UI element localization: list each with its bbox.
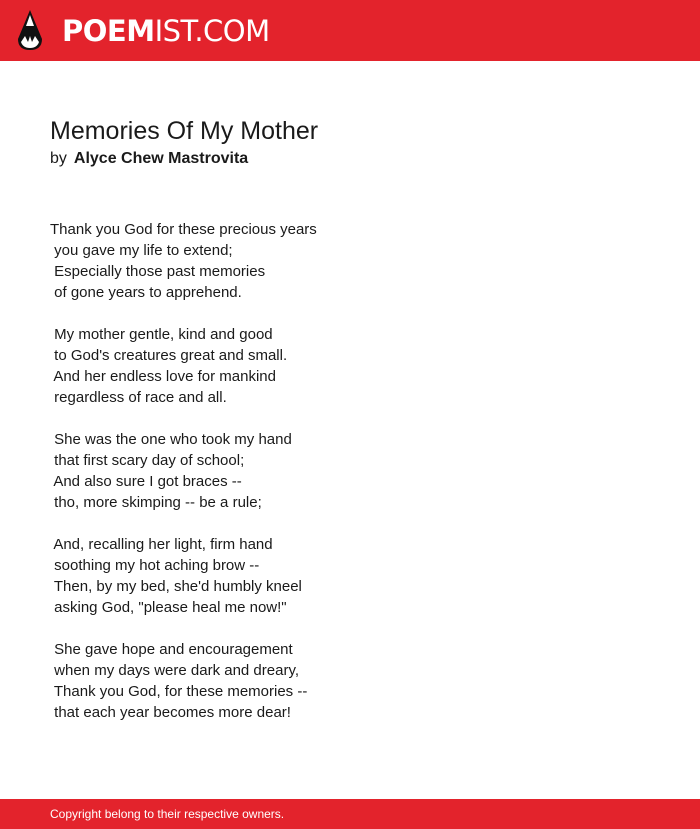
poem-line: Then, by my bed, she'd humbly kneel	[50, 578, 302, 595]
pencil-icon[interactable]	[17, 9, 43, 51]
poem-title: Memories Of My Mother	[50, 117, 319, 145]
poem-line: when my days were dark and dreary,	[50, 662, 300, 679]
stanza	[50, 534, 470, 618]
copyright-text: Copyright belong to their respective owners.	[50, 807, 285, 821]
poem-line: And, recalling her light, firm hand	[50, 536, 273, 553]
poem-line: Thank you God for these precious years	[50, 221, 317, 238]
stanza	[50, 324, 470, 408]
author-name[interactable]: Alyce Chew Mastrovita	[73, 150, 249, 167]
poem-line: And also sure I got braces --	[50, 473, 242, 490]
poem-line: She was the one who took my hand	[50, 431, 292, 448]
poem-line: soothing my hot aching brow --	[50, 557, 260, 574]
poem-line: tho, more skimping -- be a rule;	[50, 494, 262, 511]
logo-text-light: IST.COM	[154, 14, 270, 48]
poem-line: that each year becomes more dear!	[50, 704, 291, 721]
poem-line: you gave my life to extend;	[50, 242, 233, 259]
stanza	[50, 639, 470, 723]
logo-text-bold: POEM	[62, 14, 155, 48]
poem-line: of gone years to apprehend.	[50, 284, 242, 301]
site-footer	[0, 799, 700, 829]
by-label: by	[50, 150, 67, 167]
poem-line: asking God, "please heal me now!"	[50, 599, 287, 616]
byline	[50, 148, 248, 170]
stanza	[50, 219, 470, 303]
poem-line: Especially those past memories	[50, 263, 266, 280]
site-header	[0, 0, 700, 61]
poem-line: that first scary day of school;	[50, 452, 245, 469]
site-logo[interactable]	[62, 13, 270, 49]
poem-line: My mother gentle, kind and good	[50, 326, 273, 343]
poem-body	[50, 219, 470, 744]
stanza	[50, 429, 470, 513]
poem-line: And her endless love for mankind	[50, 368, 276, 385]
poem-line: She gave hope and encouragement	[50, 641, 293, 658]
poem-line: Thank you God, for these memories --	[50, 683, 308, 700]
poem-line: to God's creatures great and small.	[50, 347, 288, 364]
poem-line: regardless of race and all.	[50, 389, 227, 406]
